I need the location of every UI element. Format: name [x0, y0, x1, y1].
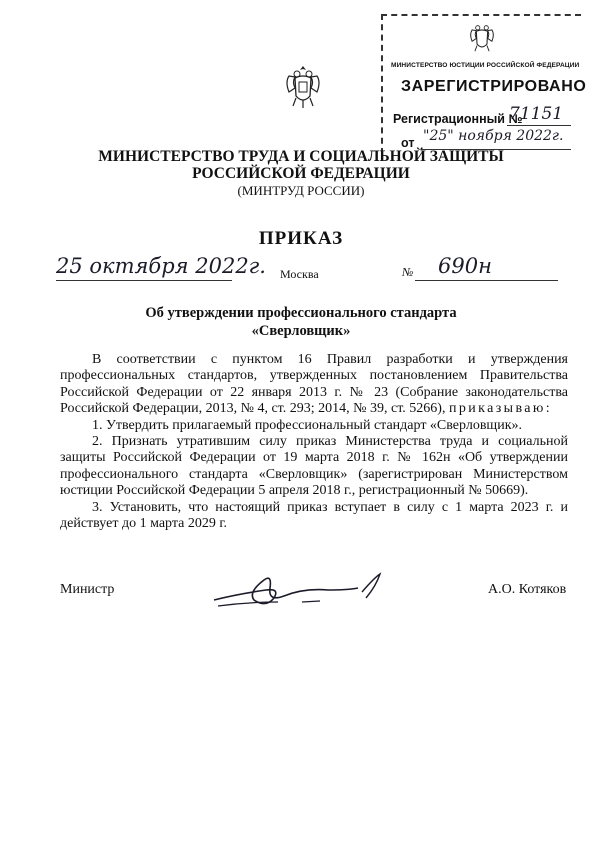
order-word: приказываю: — [448, 401, 553, 417]
stamp-underline — [507, 125, 571, 126]
signer-name: А.О. Котяков — [488, 582, 567, 597]
clause-1: 1. Утвердить прилагаемый профессиональный стандарт «Сверловщик». — [92, 417, 523, 433]
ministry-header — [60, 148, 542, 199]
document-type: ПРИКАЗ — [258, 228, 344, 249]
stamp-reg-label: Регистрационный № — [393, 112, 523, 126]
date-underline — [56, 280, 232, 281]
stamp-registered: ЗАРЕГИСТРИРОВАНО — [401, 78, 587, 95]
document-title — [60, 304, 542, 340]
clause-2: 2. Признать утратившим силу приказ Министерства труда и социальной защиты Российской Федерации от 19 марта 2018 г. № 162н «Об утверждении профессионального стандарта «Сверловщик» (зарегистрирован Министерством юстиции Российской Федерации 5 апреля 2018 г., регистрационный № 50669). — [60, 434, 568, 499]
clause-3: 3. Установить, что настоящий приказ вступает в силу с 1 марта 2023 г. и действует до 1 марта 2029 г. — [60, 499, 568, 532]
stamp-date-value: "25" ноября 2022г. — [423, 128, 564, 144]
registration-stamp — [381, 14, 587, 154]
ministry-name-line2: РОССИЙСКОЙ ФЕДЕРАЦИИ — [192, 165, 410, 182]
stamp-ministry: МИНИСТЕРСТВО ЮСТИЦИИ РОССИЙСКОЙ ФЕДЕРАЦИИ — [391, 62, 580, 69]
document-body — [60, 352, 568, 532]
preamble-paragraph — [60, 352, 568, 418]
number-sign: № — [402, 265, 414, 279]
order-place: Москва — [280, 267, 319, 281]
order-number: 690н — [438, 254, 492, 278]
coat-of-arms-icon — [281, 62, 325, 110]
order-date: 25 октября 2022г. — [56, 254, 266, 278]
title-line2: «Сверловщик» — [251, 323, 351, 339]
signer-title: Министр — [60, 582, 115, 597]
ministry-name-line1: МИНИСТЕРСТВО ТРУДА И СОЦИАЛЬНОЙ ЗАЩИТЫ — [98, 148, 504, 165]
stamp-reg-number: 71151 — [509, 104, 564, 124]
stamp-date-label: от — [401, 136, 415, 150]
title-line1: Об утверждении профессионального стандарта — [145, 305, 457, 321]
ministry-abbreviation: (МИНТРУД РОССИИ) — [237, 183, 365, 198]
preamble-text: В соответствии с пунктом 16 Правил разработки и утверждения профессиональных стандартов, утвержденных постановлением Правительства Российской Федерации от 22 января 2013 г. № 23 (Собрание законодательства Российской Федерации, 2013, № 4, ст. 293; 2014, № 39, ст. 5266), — [60, 352, 568, 417]
coat-of-arms-icon — [465, 20, 499, 54]
handwritten-signature — [208, 568, 388, 612]
number-underline — [415, 280, 558, 281]
